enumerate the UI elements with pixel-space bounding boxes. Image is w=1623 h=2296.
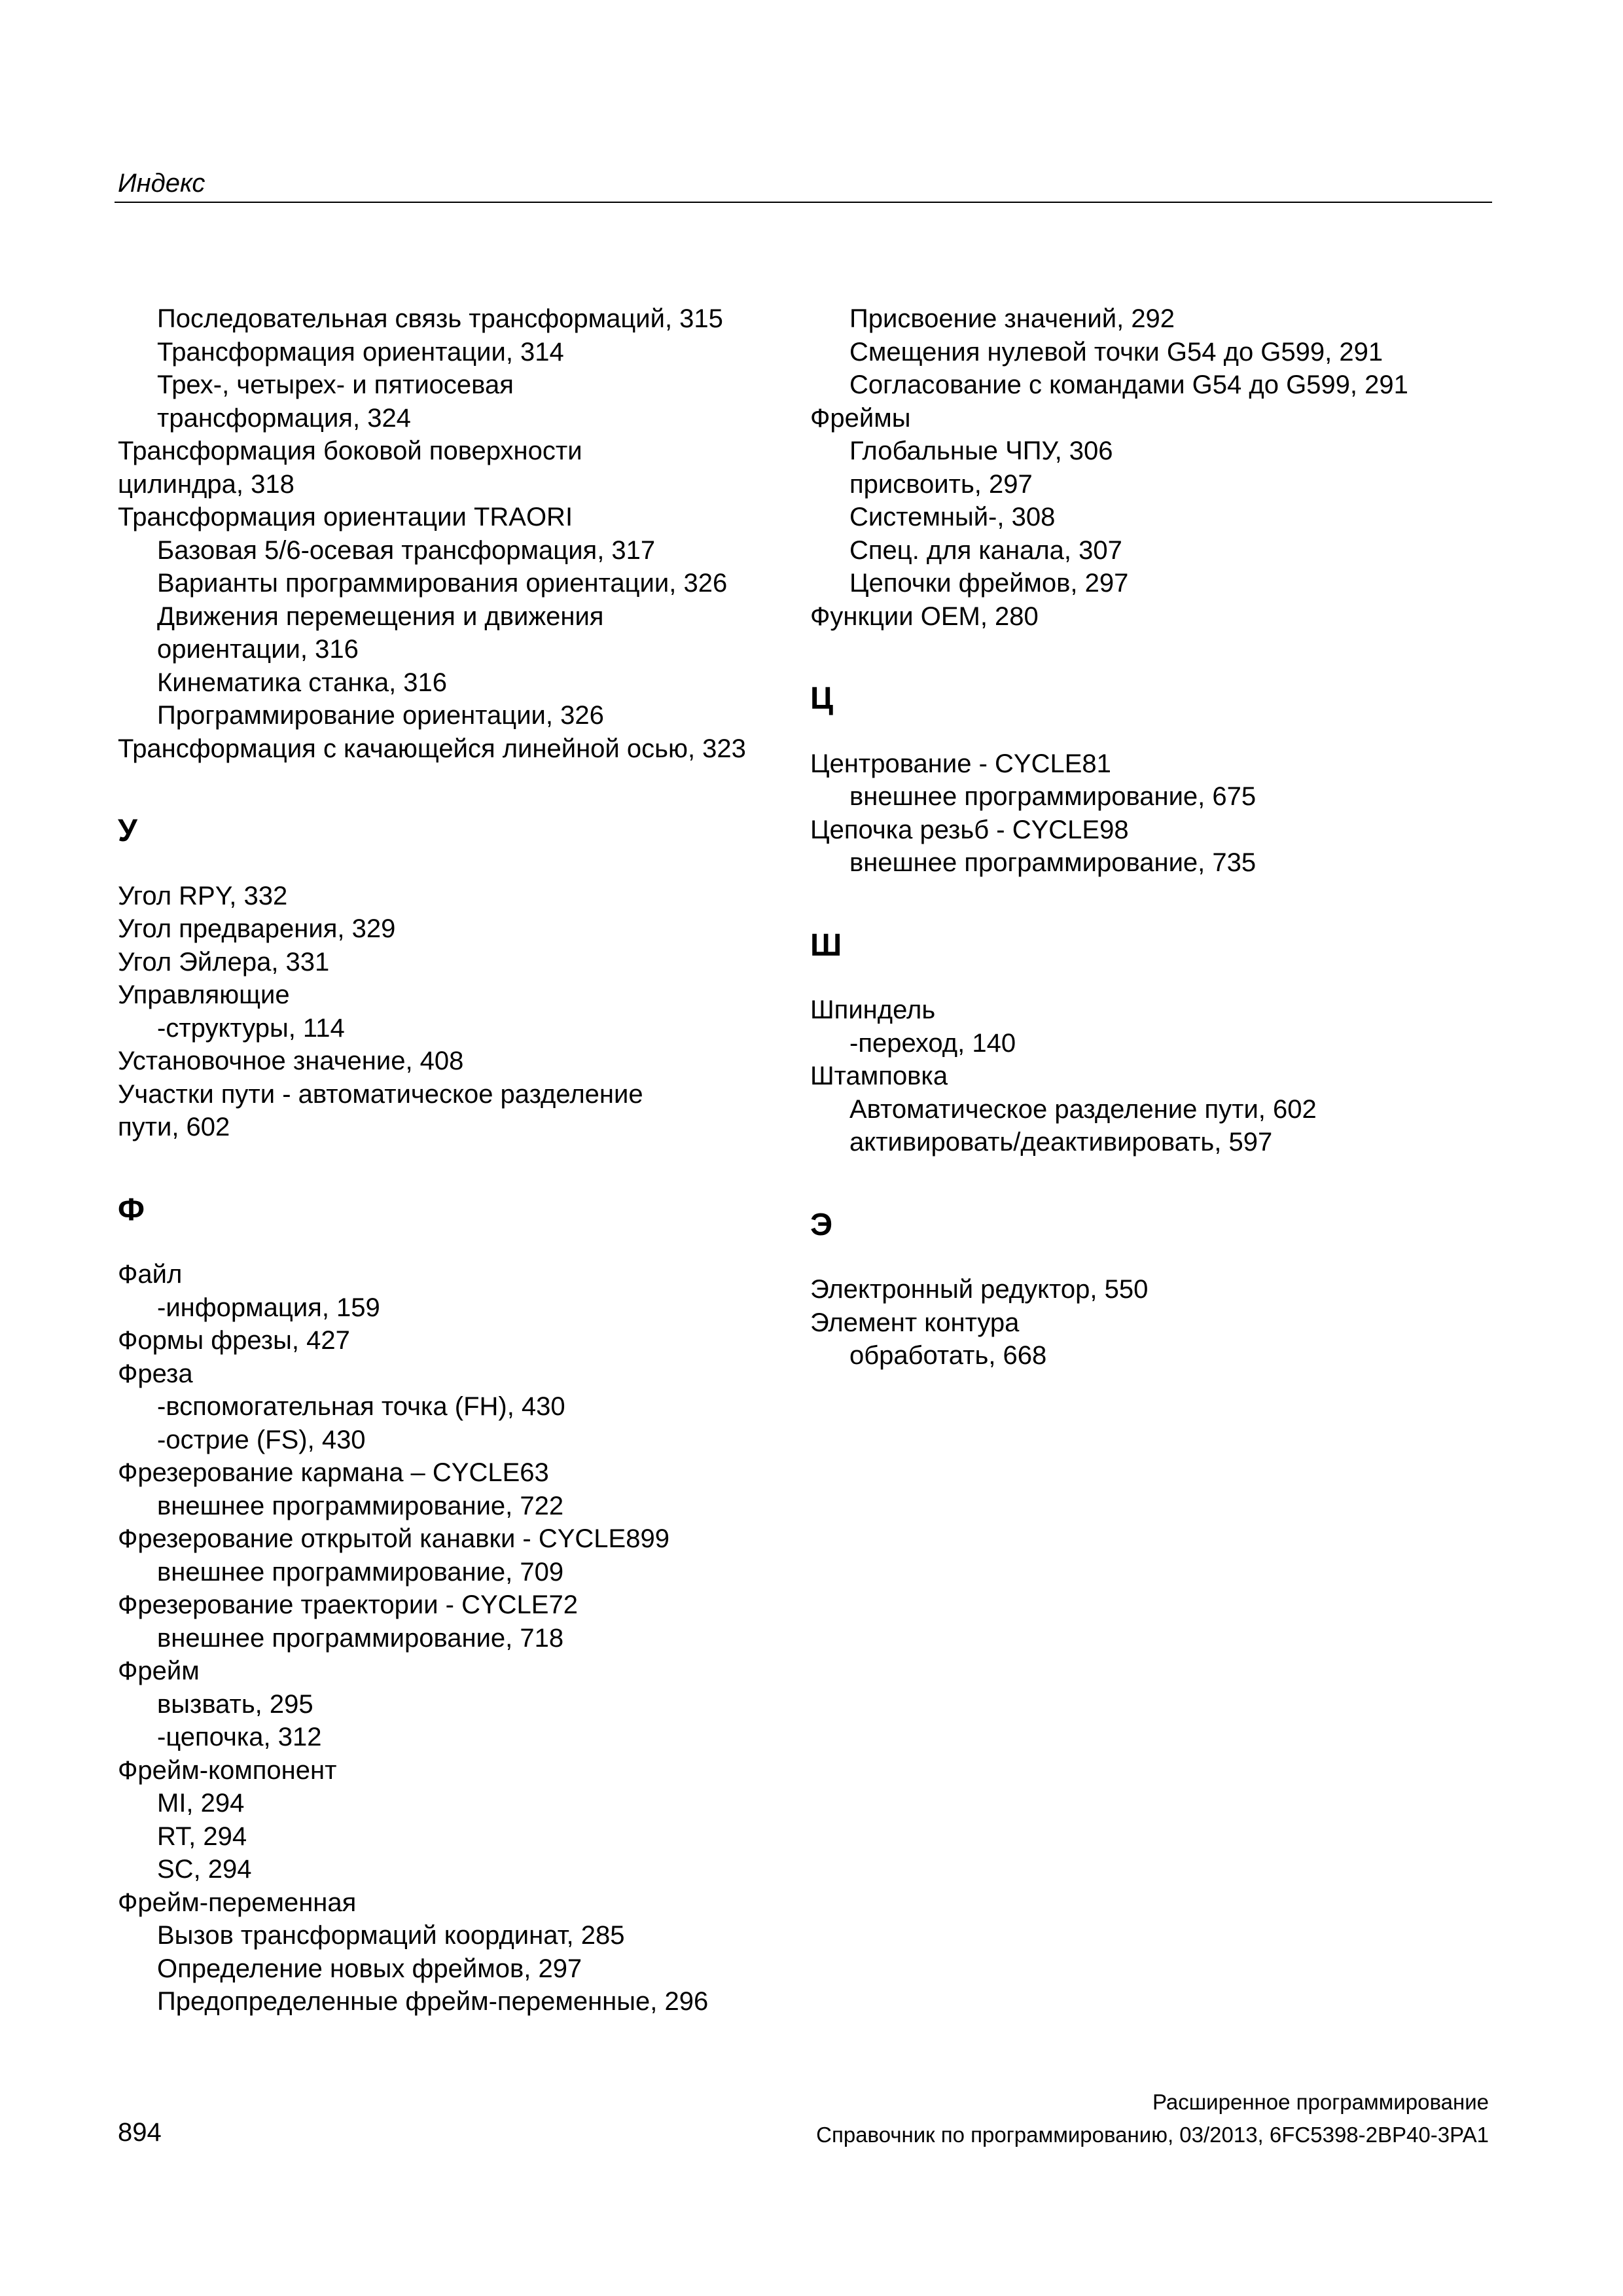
index-subentry: Последовательная связь трансформаций, 315 <box>157 304 723 333</box>
index-entry: Участки пути - автоматическое разделение <box>118 1079 643 1109</box>
index-subentry: Трех-, четырех- и пятиосевая <box>157 370 514 399</box>
index-subentry: -цепочка, 312 <box>157 1723 322 1751</box>
index-entry: Электронный редуктор, 550 <box>810 1275 1149 1304</box>
index-entry: Установочное значение, 408 <box>118 1047 464 1075</box>
index-subentry: SC, 294 <box>157 1855 252 1884</box>
index-column-left <box>118 302 785 2018</box>
index-subentry: Трансформация ориентации, 314 <box>157 337 564 367</box>
index-subentry: -структуры, 114 <box>157 1013 345 1043</box>
index-subentry: Базовая 5/6-осевая трансформация, 317 <box>157 535 656 565</box>
index-subentry: присвоить, 297 <box>849 469 1033 499</box>
index-entry: цилиндра, 318 <box>118 469 294 499</box>
index-entry: Трансформация с качающейся линейной осью, 323 <box>118 734 746 763</box>
index-entry: Фреза <box>118 1359 193 1388</box>
index-entry: Фрезерование открытой канавки - CYCLE899 <box>118 1524 669 1553</box>
index-subentry: Определение новых фреймов, 297 <box>157 1954 582 1983</box>
index-entry: Фрейм <box>118 1657 200 1685</box>
index-subentry: обработать, 668 <box>849 1341 1047 1370</box>
index-subentry: Движения перемещения и движения <box>157 601 604 631</box>
index-entry: Угол предварения, 329 <box>118 914 396 943</box>
index-subentry: Спец. для канала, 307 <box>849 535 1122 565</box>
index-entry: Фрезерование кармана – CYCLE63 <box>118 1458 549 1487</box>
index-entry: Функции OEM, 280 <box>810 601 1039 631</box>
index-entry: Штамповка <box>810 1062 948 1090</box>
index-subentry: -переход, 140 <box>849 1028 1016 1058</box>
index-entry: Шпиндель <box>810 996 936 1024</box>
index-subentry: внешнее программирование, 675 <box>849 782 1257 811</box>
index-entry: Фрезерование траектории - CYCLE72 <box>118 1590 578 1619</box>
index-subentry: Предопределенные фрейм-переменные, 296 <box>157 1987 709 2016</box>
index-subentry: RT, 294 <box>157 1821 247 1851</box>
index-entry: Элемент контура <box>810 1308 1020 1337</box>
index-entry: пути, 602 <box>118 1113 230 1141</box>
index-subentry: внешнее программирование, 735 <box>849 848 1257 877</box>
running-header-title: Индекс <box>118 169 205 198</box>
index-letter-heading: Ф <box>118 1192 145 1227</box>
index-subentry: Смещения нулевой точки G54 до G599, 291 <box>849 337 1383 367</box>
index-entry: Формы фрезы, 427 <box>118 1326 350 1355</box>
index-entry: Файл <box>118 1260 183 1289</box>
index-subentry: Программирование ориентации, 326 <box>157 701 604 730</box>
index-subentry: ориентации, 316 <box>157 635 359 664</box>
index-subentry: внешнее программирование, 722 <box>157 1491 564 1520</box>
index-subentry: Кинематика станка, 316 <box>157 668 448 697</box>
index-subentry: MI, 294 <box>157 1789 245 1818</box>
index-entry: Цепочка резьб - CYCLE98 <box>810 815 1129 844</box>
index-entry: Трансформация ориентации TRAORI <box>118 503 573 531</box>
index-entry: Трансформация боковой поверхности <box>118 437 582 465</box>
index-subentry: Системный-, 308 <box>849 503 1056 531</box>
index-subentry: Вызов трансформаций координат, 285 <box>157 1921 625 1950</box>
index-subentry: вызвать, 295 <box>157 1689 313 1719</box>
index-subentry: Цепочки фреймов, 297 <box>849 569 1129 598</box>
index-letter-heading: Ш <box>810 927 842 963</box>
index-subentry: Глобальные ЧПУ, 306 <box>849 437 1113 465</box>
index-entry: Управляющие <box>118 980 290 1009</box>
index-letter-heading: Ц <box>810 681 834 716</box>
index-subentry: Варианты программирования ориентации, 326 <box>157 569 728 598</box>
index-subentry: трансформация, 324 <box>157 403 411 433</box>
footer-doc-title: Расширенное программирование <box>1152 2090 1489 2114</box>
index-entry: Фреймы <box>810 403 911 433</box>
index-letter-heading: Э <box>810 1207 833 1242</box>
index-entry: Угол RPY, 332 <box>118 881 288 910</box>
index-column-right <box>810 302 1478 1372</box>
header-rule <box>115 202 1492 203</box>
index-subentry: Присвоение значений, 292 <box>849 304 1175 333</box>
index-entry: Фрейм-компонент <box>118 1755 337 1785</box>
index-subentry: внешнее программирование, 718 <box>157 1623 564 1653</box>
index-subentry: -информация, 159 <box>157 1293 380 1322</box>
page-number: 894 <box>118 2118 162 2147</box>
index-subentry: -вспомогательная точка (FH), 430 <box>157 1392 565 1421</box>
index-subentry: -острие (FS), 430 <box>157 1425 366 1454</box>
index-letter-heading: У <box>118 814 137 848</box>
index-subentry: Автоматическое разделение пути, 602 <box>849 1094 1317 1124</box>
index-subentry: внешнее программирование, 709 <box>157 1557 564 1587</box>
index-entry: Фрейм-переменная <box>118 1888 357 1917</box>
index-entry: Угол Эйлера, 331 <box>118 947 330 977</box>
index-entry: Центрование - CYCLE81 <box>810 749 1111 778</box>
index-subentry: Согласование с командами G54 до G599, 291 <box>849 370 1408 399</box>
footer-doc-reference: Справочник по программированию, 03/2013, 6FC5398-2BP40-3PA1 <box>816 2123 1489 2147</box>
index-subentry: активировать/деактивировать, 597 <box>849 1128 1273 1157</box>
